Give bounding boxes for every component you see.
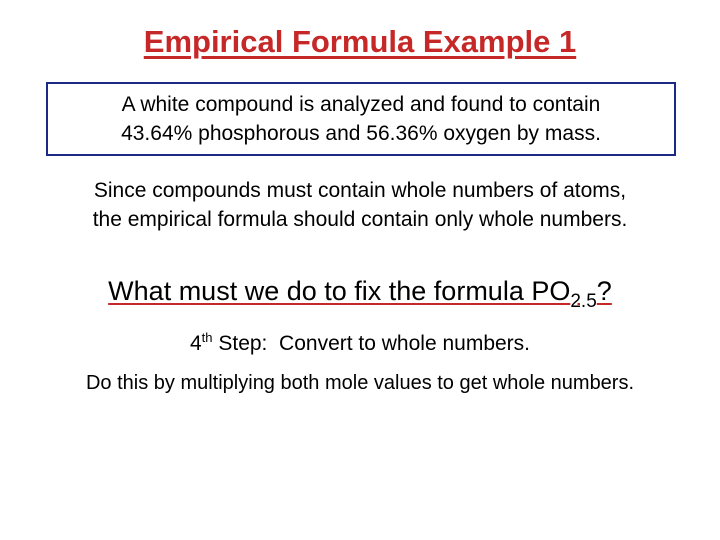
question-text xyxy=(0,276,720,312)
step-ordinal-suffix: th xyxy=(201,330,213,345)
step-number: 4 xyxy=(189,332,202,355)
problem-line-1: A white compound is analyzed and found to contain xyxy=(121,93,601,116)
question-suffix: ? xyxy=(596,276,612,306)
problem-line-2: 43.64% phosphorous and 56.36% oxygen by mass. xyxy=(121,122,601,145)
question-subscript: 2.5 xyxy=(570,291,597,312)
slide-title xyxy=(0,24,720,60)
question-prefix: What must we do to fix the formula PO xyxy=(108,276,571,306)
step-text: Step: Convert to whole numbers. xyxy=(212,332,531,355)
explanation-line-1: Since compounds must contain whole numbers of atoms, xyxy=(93,179,627,202)
instruction-text: Do this by multiplying both mole values to get whole numbers. xyxy=(85,372,635,394)
explanation-text xyxy=(0,176,720,234)
explanation-line-2: the empirical formula should contain only whole numbers. xyxy=(92,208,628,231)
problem-box xyxy=(46,82,676,156)
slide-title-text: Empirical Formula Example 1 xyxy=(143,24,577,59)
question-underlined xyxy=(108,276,612,312)
step-heading xyxy=(0,332,720,356)
